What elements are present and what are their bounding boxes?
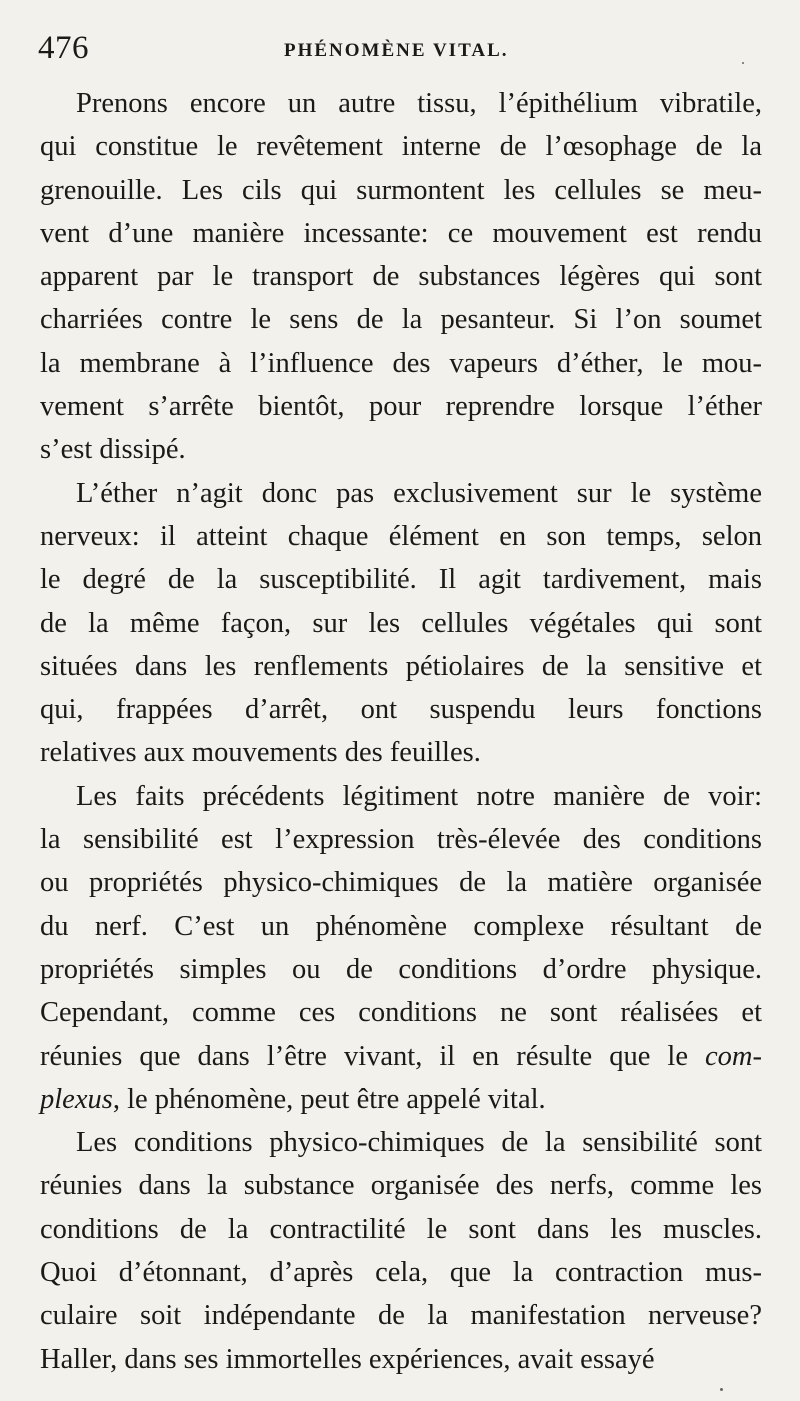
page-number: 476 <box>38 30 89 66</box>
paragraph <box>40 472 762 775</box>
text-line: ou propriétés physico-chimiques de la matière organisée <box>40 867 762 899</box>
text-line: nerveux: il atteint chaque élément en son temps, selon <box>40 520 762 552</box>
paragraph <box>40 775 762 1121</box>
paragraph <box>40 82 762 472</box>
body-text <box>40 82 762 1381</box>
text-line: relatives aux mouvements des feuilles. <box>40 737 481 769</box>
text-line: du nerf. C’est un phénomène complexe résultant de <box>40 910 762 942</box>
text-line: la membrane à l’influence des vapeurs d’éther, le mou- <box>40 347 762 379</box>
text-line: Cependant, comme ces conditions ne sont réalisées et <box>40 997 762 1029</box>
text-line: qui, frappées d’arrêt, ont suspendu leurs fonctions <box>40 694 762 726</box>
text-line: le degré de la susceptibilité. Il agit tardivement, mais <box>40 564 762 596</box>
text-line: la sensibilité est l’expression très-élevée des conditions <box>40 824 762 856</box>
text-line: réunies que dans l’être vivant, il en résulte que le com- <box>40 1040 762 1072</box>
running-title: PHÉNOMÈNE VITAL. <box>284 40 509 61</box>
text-line: situées dans les renflements pétiolaires de la sensitive et <box>40 650 762 682</box>
text-line: de la même façon, sur les cellules végétales qui sont <box>40 607 762 639</box>
text-line: culaire soit indépendante de la manifestation nerveuse? <box>40 1300 762 1332</box>
text-line: s’est dissipé. <box>40 434 186 466</box>
text-line: Les faits précédents légitiment notre manière de voir: <box>76 780 762 812</box>
text-line: grenouille. Les cils qui surmontent les cellules se meu- <box>40 174 762 206</box>
text-line: Quoi d’étonnant, d’après cela, que la contraction mus- <box>40 1257 762 1289</box>
text-line: apparent par le transport de substances légères qui sont <box>40 261 762 293</box>
text-line: L’éther n’agit donc pas exclusivement sur le système <box>76 477 762 509</box>
text-line: qui constitue le revêtement interne de l’œsophage de la <box>40 131 762 163</box>
text-line: charriées contre le sens de la pesanteur. Si l’on soumet <box>40 304 762 336</box>
print-speck <box>742 62 744 64</box>
text-line: propriétés simples ou de conditions d’ordre physique. <box>40 953 762 985</box>
paragraph <box>40 1121 762 1381</box>
running-header <box>38 30 762 70</box>
text-line: conditions de la contractilité le sont dans les muscles. <box>40 1213 762 1245</box>
text-line: Prenons encore un autre tissu, l’épithélium vibratile, <box>76 88 762 119</box>
print-speck <box>720 1388 723 1391</box>
text-line: vent d’une manière incessante: ce mouvement est rendu <box>40 217 762 249</box>
text-line: Haller, dans ses immortelles expériences, avait essayé <box>40 1343 655 1375</box>
text-line: plexus, le phénomène, peut être appelé vital. <box>40 1083 546 1115</box>
text-line: vement s’arrête bientôt, pour reprendre lorsque l’éther <box>40 391 762 423</box>
text-line: Les conditions physico-chimiques de la sensibilité sont <box>76 1127 762 1159</box>
text-line: réunies dans la substance organisée des nerfs, comme les <box>40 1170 762 1202</box>
